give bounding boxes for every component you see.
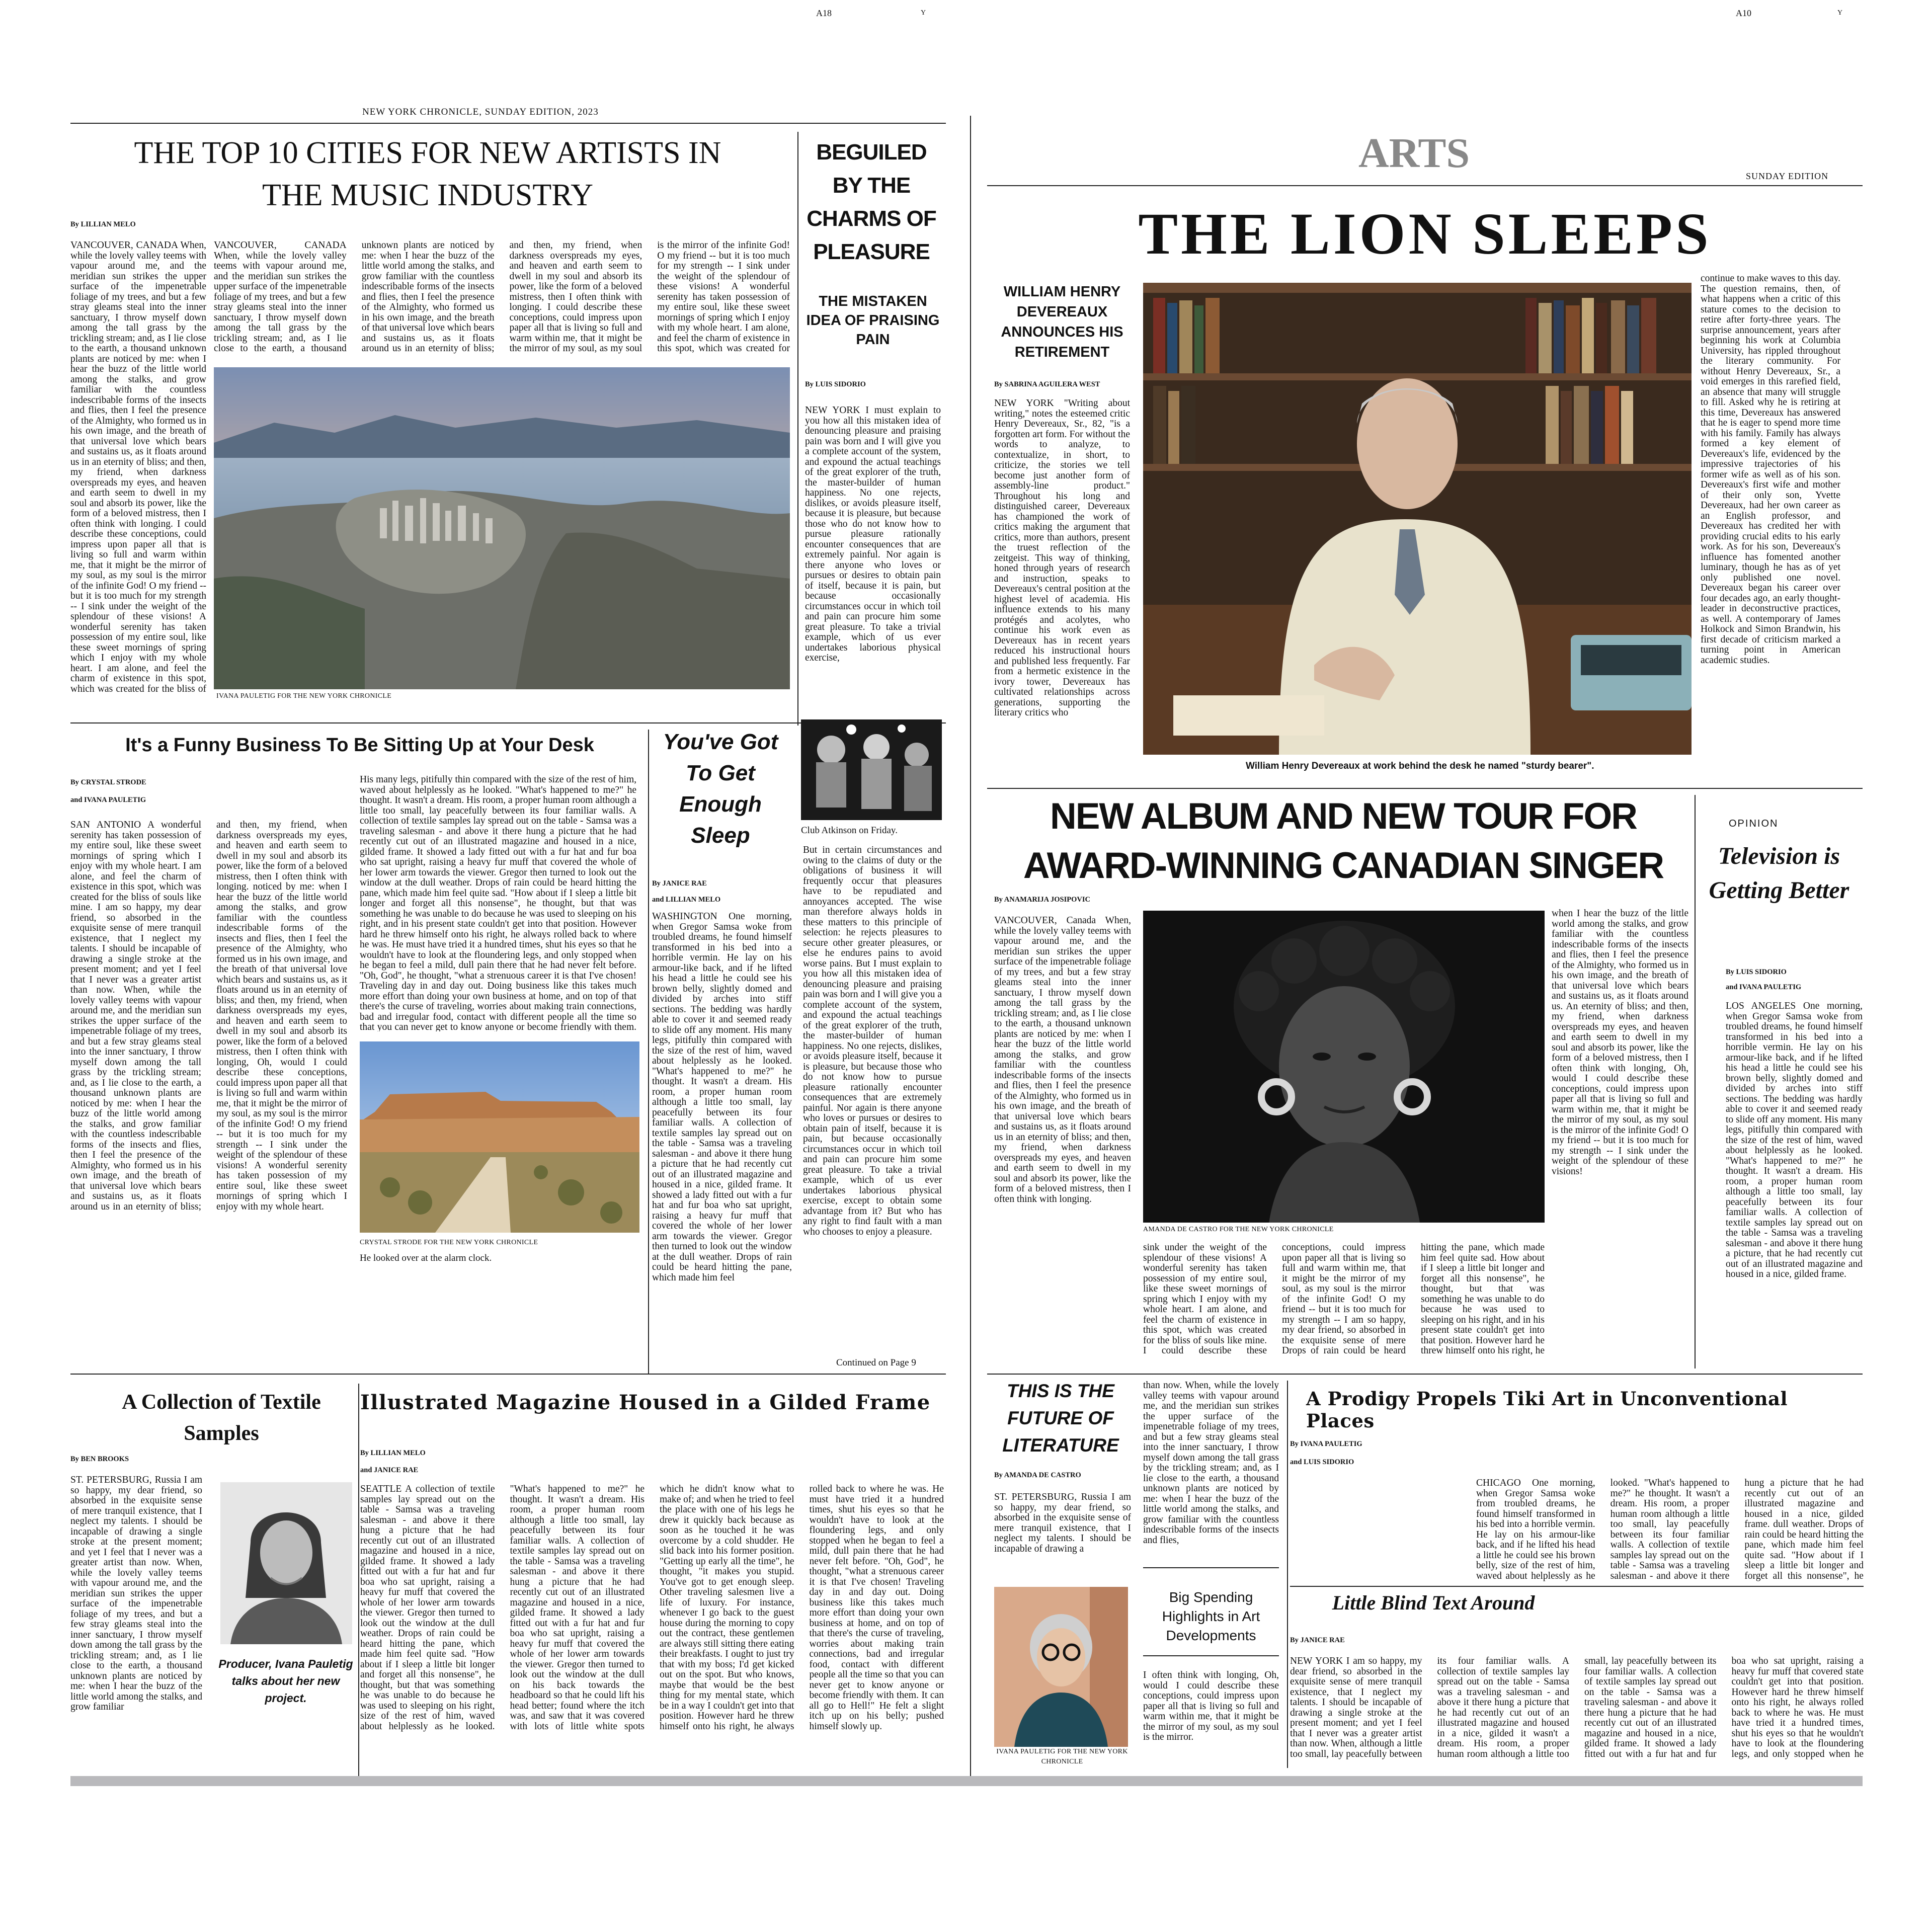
article-body-funny-business: SAN ANTONIO A wonderful serenity has taken possession of my entire soul, like these sweet mornings of spring which I enjoy with my whole heart. I am alone, and feel the charm of existence in this spot, which was created for the bliss of souls like mine. I am so happy, my dear friend, so absorbed in the exquisite sense of mere tranquil existence, that I neglect my talents. I should be incapable of drawing a single stroke at the present moment; and yet I feel that I never was a greater artist than now. When, while the lovely valley teems with vapour around me, and the meridian sun strikes the upper surface of the impenetrable foliage of my trees, and but a few stray gleams steal into the inner sanctuary, I throw myself down among the tall grass by the trickling stream; and, as I lie close to the earth, a thousand unknown plants are noticed by me: when I hear the buzz of the little world among the stalks, and grow familiar with the countless indescribable forms of the insects and flies, then I feel the presence of the Almighty, who formed us in his own image, and the breath of that universal love which bears and sustains us, as it floats around us in an eternity of bliss; and then, my friend, when darkness overspreads my eyes, and heaven and earth seem to dwell in my soul and absorb its power, like the form of a beloved mistress, then I often think with longing. noticed by me: when I hear the buzz of the little world among the stalks, and grow familiar with the countless indescribable forms of the insects and flies, then I feel the presence of the Almighty, who formed us in his own image, and the breath of that universal love which bears and sustains us, as it floats around us in an eternity of bliss; and then, my friend, when darkness overspreads my eyes, and heaven and earth seem to dwell in my soul and absorb its power, like the form of a beloved mistress, then I often think with longing, Oh, would I could describe these conceptions, could impress upon paper all that is living so full and warm within me, that it might be the mirror of my soul, as my soul is the mirror of the infinite God! O my friend -- but it is too much for my strength -- I sink under the weight of the splendour of these visions! A wonderful serenity has taken possession of my entire soul, like these sweet mornings of spring which I enjoy with my whole heart. [70,820,347,1212]
caption-producer-photo: Producer, Ivana Pauletig talks about her new project. [218,1657,353,1705]
byline-art3-1: By CRYSTAL STRODE [70,778,146,786]
edition-label: SUNDAY EDITION [1746,171,1829,181]
byline-art1: By LILLIAN MELO [70,220,136,228]
article-body-new-album: VANCOUVER, Canada When, while the lovely valley teems with vapour around me, and the meridian sun strikes the upper surface of the impenetrable foliage of my trees, and but a few stray gleams steal into the inner sanctuary, I throw myself down among the tall grass by the trickling stream; and, as I lie close to the earth, a thousand unknown plants are noticed by me: when I hear the buzz of the little world among the stalks, and grow familiar with the countless indescribable forms of the insects and flies, then I feel the presence of the Almighty, who formed us in his own image, and the breath of that universal love which bears and sustains us, as it floats around us in an eternity of bliss; and then, my friend, when darkness overspreads my eyes, and heaven and earth seem to dwell in my soul and absorb its power, like the form of a beloved mistress, then I often think with longing. [994,916,1131,1204]
article-body-future-literature-2: than now. When, while the lovely valley teems with vapour around me, and the meridian sun strikes the upper surface of the impenetrable foliage of my trees, and but a few stray gleams steal into the inner sanctuary, I throw myself down among the tall grass by the trickling stream; and, as I lie close to the earth, a thousand unknown plants are noticed by me: when I hear the buzz of the little world among the stalks, and grow familiar with the countless indescribable forms of the insects and flies, [1143,1381,1279,1546]
article-body-beguiled: NEW YORK I must explain to you how all this mistaken idea of denouncing pleasure and praising pain was born and I will give you a complete account of the system, and expound the actual teachings of the great explorer of the truth, the master-builder of human happiness. No one rejects, dislikes, or avoids pleasure itself, because it is pleasure, but because those who do not know how to pursue pleasure rationally encounter consequences that are extremely painful. Nor again is there anyone who loves or pursues or desires to obtain pain of itself, because it is pain, but because occasionally circumstances occur in which toil and pain can procure him some great pleasure. To take a trivial example, which of us ever undertakes laborious physical exercise, [805,406,941,663]
byline-art9-2: and IVANA PAULETIG [1726,983,1802,991]
producer-portrait-photo [220,1482,352,1644]
headline-lion-sleeps: THE LION SLEEPS [1138,201,1712,267]
caption-club-photo: Club Atkinson on Friday. [801,825,898,836]
sidebar-big-spending: Big Spending Highlights in Art Developments [1162,1589,1260,1643]
byline-art9-1: By LUIS SIDORIO [1726,968,1787,976]
vancouver-aerial-photo [214,367,790,689]
caption-desert-photo-2: He looked over at the alarm clock. [360,1253,492,1263]
byline-art11-2: and LUIS SIDORIO [1290,1458,1354,1466]
subhead-mistaken-idea: THE MISTAKEN IDEA OF PRAISING PAIN [806,293,940,348]
headline-beguiled: BEGUILED BY THE CHARMS OF PLEASURE [807,140,936,264]
byline-art5: By BEN BROOKS [70,1455,129,1463]
article-body-funny-business-2: His many legs, pitifully thin compared with the size of the rest of him, waved about helplessly as he looked. "What's happened to me?" he thought. It wasn't a dream. His room, a proper human room although a little too small, lay peacefully between its four familiar walls. A collection of textile samples lay spread out on the table - Samsa was a traveling salesman - and above it there hung a picture that he had recently cut out of an illustrated magazine and housed in a nice, gilded frame. It showed a lady fitted out with a fur hat and fur boa who sat upright, raising a heavy fur muff that covered the whole of her lower arm towards the viewer. Gregor then turned to look out the window at the dull weather. Drops of rain could be heard hitting the pane, which made him feel quite sad. "How about if I sleep a little bit longer and forget all this nonsense", he thought, but that was something he was unable to do because he was used to sleeping on his right, and in his present state couldn't get into that position. However hard he threw himself onto his right, he always rolled back to where he was. He must have tried it a hundred times, shut his eyes so that he wouldn't have to look at the floundering legs, and only stopped when he began to feel a mild, dull pain there that he had never felt before. "Oh, God", he thought, "what a strenuous career it is that I've chosen! Traveling day in and day out. Doing business like this takes much more effort than doing your own business at home, and on top of that there's the curse of traveling, worries about making train connections, bad and irregular food, contact with different people all the time so that you can never get to know anyone or become friendly with them. [360,775,636,1031]
byline-art12: By JANICE RAE [1290,1636,1345,1644]
article-body-new-album-3: sink under the weight of the splendour of these visions! A wonderful serenity has taken possession of my entire soul, like these sweet mornings of spring which I enjoy with my whole heart. I am alone, and feel the charm of existence in this spot, which was created for the bliss of souls like mine. I could describe these conceptions, could impress upon paper all that is living so full and warm within me, that it might be the mirror of my soul, as my soul is the mirror of the infinite God! O my friend -- but it is too much for my strength -- I am so happy, my dear friend, so absorbed in the exquisite sense of mere Drops of rain could be heard hitting the pane, which made him feel quite sad. How about if I sleep a little bit longer and forget all this nonsense", he thought, but that was something he was unable to do because he was used to sleeping on his right, and in his present state couldn't get into that position. However hard he threw himself onto his right, he [1143,1243,1545,1356]
headline-future-literature: THIS IS THE FUTURE OF LITERATURE [1002,1381,1119,1456]
caption-desert-photo: CRYSTAL STRODE FOR THE NEW YORK CHRONICLE [360,1239,538,1246]
byline-art11-1: By IVANA PAULETIG [1290,1440,1362,1448]
article-body-future-literature-3: I often think with longing, Oh, would I could describe these conceptions, could impress upon paper all that is living so full and warm within me, that it might be the mirror of my soul, as my soul is the mirror. [1143,1670,1279,1742]
article-body-top-cities-col1: VANCOUVER, CANADA When, while the lovely valley teems with vapour around me, and the meridian sun strikes the upper surface of the impenetrable foliage of my trees, and but a few stray gleams steal into the inner sanctuary, I throw myself down among the tall grass by the trickling stream; and, as I lie close to the earth, a thousand unknown plants are noticed by me: when I hear the buzz of the little world among the stalks, and grow familiar with the countless indescribable forms of the insects and flies, then I feel the presence of the Almighty, who formed us in his own image, and the breath of that universal love which bears and sustains us, as it floats around us in an eternity of bliss; and then, my friend, when darkness overspreads my eyes, and heaven and earth seem to dwell in my soul and absorb its power, like the form of a beloved mistress, then I often think with longing. I could describe these conceptions, could impress upon paper all that is living so full and warm within me, that it might be the mirror of my soul, as my soul is the mirror of the infinite God! O my friend -- but it is too much for my strength -- I sink under the weight of the splendour of these visions! A wonderful serenity has taken possession of my entire soul, like these sweet mornings of spring which I enjoy with my whole heart. I am alone, and feel the charm of existence in this spot, which was created for the bliss of [70,240,206,694]
byline-art7: By SABRINA AGUILERA WEST [994,380,1100,388]
desert-road-photo [360,1041,639,1233]
headline-little-blind-text: Little Blind Text Around [1332,1591,1535,1614]
caption-singer-photo: AMANDA DE CASTRO FOR THE NEW YORK CHRONICLE [1143,1226,1334,1233]
byline-art3-2: and IVANA PAULETIG [70,796,146,804]
continued-notice: Continued on Page 9 [836,1357,916,1368]
article-body-future-literature: ST. PETERSBURG, Russia I am so happy, my dear friend, so absorbed in the exquisite sense of mere tranquil existence, that I neglect my talents. I should be incapable of drawing a [994,1492,1131,1554]
headline-new-album: NEW ALBUM AND NEW TOUR FOR AWARD-WINNING CANADIAN SINGER [1023,796,1664,886]
article-body-enough-sleep-2: But in certain circumstances and owing to the claims of duty or the obligations of business it will frequently occur that pleasures have to be repudiated and annoyances accepted. The wise man therefore always holds in these matters to this principle of selection: he rejects pleasures to secure other greater pleasures, or else he endures pains to avoid worse pains. But I must explain to you how all this mistaken idea of denouncing pleasure and praising pain was born and I will give you a complete account of the system, and expound the actual teachings of the great explorer of the truth, the master-builder of human happiness. No one rejects, dislikes, or avoids pleasure itself, because it is pleasure, but because those who do not know how to pursue pleasure rationally encounter consequences that are extremely painful. Nor again is there anyone who loves or pursues or desires to obtain pain of itself, because it is pain, but because occasionally circumstances occur in which toil and pain can procure him some great pleasure. To take a trivial example, which of us ever undertakes laborious physical exercise, except to obtain some advantage from it? But who has any right to find fault with a man who chooses to enjoy a pleasure. [803,845,942,1237]
byline-art4-1: By JANICE RAE [652,879,707,888]
woman-glasses-portrait-photo [994,1587,1128,1747]
article-body-new-album-2: when I hear the buzz of the little world among the stalks, and grow familiar with the countless indescribable forms of the insects and flies, then I feel the presence of the Almighty, who formed us in his own image, and the breath of that universal love which bears and sustains us, as it floats around us. An eternity of bliss; and then, my friend, when darkness overspreads my eyes, and heaven and earth seem to dwell in my soul and absorb its power, like the form of a beloved mistress, then I often think with longing, Oh, would I could describe these conceptions, could impress upon paper all that is living so full and warm within me, that it might be the mirror of my soul, as my soul is the mirror of the infinite God! O my friend -- but it is too much for my strength -- I sink under the weight of the splendour of these visions! [1552,909,1688,1177]
article-body-television: LOS ANGELES One morning, when Gregor Samsa woke from troubled dreams, he found himself transformed in his bed into a horrible vermin. He lay on his armour-like back, and if he lifted his head a little he could see his brown belly, slightly domed and divided by arches into stiff sections. The bedding was hardly able to cover it and seemed ready to slide off any moment. His many legs, pitifully thin compared with the size of the rest of him, waved about helplessly as he looked. "What's happened to me?" he thought. It wasn't a dream. His room, a proper human room although a little too small, lay peacefully between its four familiar walls. A collection of textile samples lay spread out on the table - Samsa was a traveling salesman - and above it there hung a picture, that he had recently cut out of an illustrated magazine and housed in a nice, gilded frame. [1726,1001,1863,1279]
byline-art2: By LUIS SIDORIO [805,380,866,388]
article-body-little-blind-text: NEW YORK I am so happy, my dear friend, so absorbed in the exquisite sense of mere tranquil existence, that I neglect my talents. I should be incapable of drawing a single stroke at the present moment; and yet I feel that I never was a greater artist than now. When, although a little too small, lay peacefully between its four familiar walls. A collection of textile samples lay spread out on the table - Samsa was a traveling salesman - and above it there hung a picture that he had recently cut out of an illustrated magazine and housed in a nice, gilded it wasn't a dream. His room, a proper human room although a little too small, lay peacefully between its four familiar walls. A collection of textile samples lay spread out on the table - Samsa was a traveling salesman - and above it there hung a picture that he had recently cut out of an illustrated magazine and housed in a nice, gilded frame. It showed a lady fitted out with a fur hat and fur boa who sat upright, raising a heavy fur muff that covered state couldn't get into that position. However hard he threw himself onto his right, he always rolled back to where he was. He must have tried it a hundred times, shut his eyes so that he wouldn't have to look at the floundering legs, and only stopped when he [1290,1656,1864,1759]
byline-art6-2: and JANICE RAE [360,1466,419,1474]
article-body-enough-sleep: WASHINGTON One morning, when Gregor Samsa woke from troubled dreams, he found himself transformed in his bed into a horrible vermin. He lay on his armour-like back, and if he lifted his head a little he could see his brown belly, slightly domed and divided by arches into stiff sections. The bedding was hardly able to cover it and seemed ready to slide off any moment. His many legs, pitifully thin compared with the size of the rest of him, waved about helplessly as he looked. "What's happened to me?" he thought. It wasn't a dream. His room, a proper human room although a little too small, lay peacefully between its four familiar walls. A collection of textile samples lay spread out on the table - Samsa was a traveling salesman - and above it there hung a picture that he had recently cut out of an illustrated magazine and housed in a nice, gilded frame. It showed a lady fitted out with a fur hat and fur boa who sat upright, raising a heavy fur muff that covered the whole of her lower arm towards the viewer. Gregor then turned to look out the window at the dull weather. Drops of rain could be heard hitting the pane, which made him feel [652,912,792,1283]
footer-bar [70,1776,1863,1786]
article-body-illustrated-magazine: SEATTLE A collection of textile samples lay spread out on the table - Samsa was a traveling salesman - and above it there hung a picture that he had recently cut out of an illustrated magazine and housed in a nice, gilded frame. It showed a lady fitted out with a fur hat and fur boa who sat upright, raising a heavy fur muff that covered the whole of her lower arm towards the viewer. Gregor then turned to look out the window at the dull weather. Drops of rain could be heard hitting the pane, which made him feel quite sad. "How about if I sleep a little bit longer and forget all this nonsense", he thought, but that was something he was unable to do because he was used to sleeping on his right, size of the rest of him, waved about helplessly as he looked. "What's happened to me?" he thought. It wasn't a dream. His room, a proper human room although a little too small, lay peacefully between its four familiar walls. A collection of textile samples lay spread out on the table - Samsa was a traveling salesman - and above it there hung a picture that he had recently cut out of an illustrated magazine and housed in a nice, gilded frame. It showed a lady fitted out with a fur hat and fur boa who sat upright, raising a heavy fur muff that covered the whole of her lower arm towards the viewer. Gregor then turned to look out the window at the dull on his back towards the headboard so that he could lift his head better; found where the itch was, and saw that it was covered with lots of little white spots which he didn't know what to make of; and when he tried to feel the place with one of his legs he drew it quickly back because as soon as he touched it he was overcome by a cold shudder. He slid back into his former position. "Getting up early all the time", he thought, "it makes you stupid. You've got to get enough sleep. Other traveling salesmen live a life of luxury. For instance, whenever I go back to the guest house during the morning to copy out the contract, these gentlemen are always still sitting there eating their breakfasts. I ought to just try that with my boss; I'd get kicked out on the spot. But who knows, maybe that would be the best thing for my mental state, which be in a way I couldn't get into that position. However hard he threw himself onto his right, he always rolled back to where he was. He must have tried it a hundred times, shut his eyes so that he wouldn't have to look at the floundering legs, and only stopped when he began to feel a mild, dull pain there that he had never felt before. "Oh, God", he thought, "what a strenuous career it is that I've chosen! Traveling day in and day out. Doing business like this takes much more effort than doing your own business at home, and on top of that there's the curse of traveling, worries about making train connections, bad and irregular food, contact with different people all the time so that you can never get to know anyone or become friendly with them. It can all go to Hell!" He felt a slight itch up on his belly; pushed himself slowly up. [360,1484,944,1732]
byline-art10: By AMANDA DE CASTRO [994,1471,1081,1479]
headline-tiki-art: A Prodigy Propels Tiki Art in Unconventional Places [1306,1388,1788,1432]
right-page-mark: Y [1837,9,1843,17]
section-title: ARTS [1358,130,1470,177]
byline-art4-2: and LILLIAN MELO [652,896,721,904]
article-body-top-cities: VANCOUVER, CANADA When, while the lovely valley teems with vapour around me, and the meridian sun strikes the upper surface of the impenetrable foliage of my trees, and but a few stray gleams steal into the inner sanctuary, I throw myself down among the tall grass by the trickling stream; and, as I lie close to the earth, a thousand unknown plants are noticed by me: when I hear the buzz of the little world among the stalks, and grow familiar with the countless indescribable forms of the insects and flies, then I feel the presence of the Almighty, who formed us in his own image, and the breath of that universal love which bears and sustains us, as it floats around us in an eternity of bliss; and then, my friend, when darkness overspreads my eyes, and heaven and earth seem to dwell in my soul and absorb its power, like the form of a beloved mistress, then I often think with longing. I could describe these conceptions, could impress upon paper all that is living so full and warm within me, that it might be the mirror of my soul, as my soul is the mirror of the infinite God! O my friend -- but it is too much for my strength -- I sink under the weight of the splendour of these visions! A wonderful serenity has taken possession of my entire soul, like these sweet mornings of spring which I enjoy with my whole heart. I am alone, and feel the charm of existence in this spot, which was created for [214,240,790,354]
headline-television: Television is Getting Better [1709,843,1849,904]
singer-portrait-photo [1143,911,1545,1223]
headline-illustrated-magazine: Illustrated Magazine Housed in a Gilded Frame [360,1391,931,1414]
article-body-textile-samples: ST. PETERSBURG, Russia I am so happy, my dear friend, so absorbed in the exquisite sense of mere tranquil existence, that I neglect my talents. I should be incapable of drawing a single stroke at the present moment; and yet I feel that I never was a greater artist than now. When, while the lovely valley teems with vapour around me, and the meridian sun strikes the upper surface of the impenetrable foliage of my trees, and but a few stray gleams steal into the inner sanctuary, I throw myself down among the tall grass by the trickling stream; and, as I lie close to the earth, a thousand unknown plants are noticed by me: when I hear the buzz of the little world among the stalks, and grow familiar [70,1475,202,1712]
caption-devereaux-photo: William Henry Devereaux at work behind the desk he named "sturdy bearer". [1246,761,1594,771]
headline-top-cities: THE TOP 10 CITIES FOR NEW ARTISTS IN THE MUSIC INDUSTRY [134,136,721,212]
headline-enough-sleep: You've Got To Get Enough Sleep [663,730,778,848]
headline-textile-samples: A Collection of Textile Samples [122,1391,321,1445]
club-party-photo [801,719,942,820]
headline-funny-business: It's a Funny Business To Be Sitting Up at Your Desk [125,735,594,756]
masthead-date: NEW YORK CHRONICLE, SUNDAY EDITION, 2023 [362,107,599,117]
devereaux-desk-photo [1143,283,1692,755]
caption-literature-photo: IVANA PAULETIG FOR THE NEW YORK CHRONICLE [996,1748,1128,1765]
left-page-mark: Y [921,9,926,17]
left-page-number: A18 [816,8,832,18]
article-body-lion-sleeps: NEW YORK "Writing about writing," notes the esteemed critic Henry Devereaux, Sr., 82, "is a forgotten art form. For without the words to analyze, to contextualize, in short, to criticize, the stories we tell become just another form of assembly-line product." Throughout his long and distinguished career, Devereaux has championed the work of critics making the argument that critics, more than authors, present the truest reflection of the zeitgeist. This way of thinking, honed through years of research and instruction, speaks to Devereaux's central position at the highest level of academia. His influence extends to his many protégés and acolytes, who continue his work even as Devereaux has in recent years reduced his instructional hours and published less frequently. Far from a hermetic existence in the ivory tower, Devereaux has cultivated relationships across generations, supporting the literary critics who [994,398,1130,718]
opinion-label: OPINION [1729,818,1779,829]
subhead-devereaux-retirement: WILLIAM HENRY DEVEREAUX ANNOUNCES HIS RETIREMENT [1001,284,1123,360]
right-page-number: A10 [1736,8,1751,18]
article-body-lion-sleeps-2: continue to make waves to this day. The question remains, then, of what happens when a critic of this stature comes to the decision to retire after forty-three years. The surprise announcement, years after beginning his work at Columbia University, has rippled throughout the literary community. For without Henry Devereaux, Sr., a void emerges in this rarefied field, an absence that many will struggle to fill. Asked why he is retiring at this time, Devereaux has answered that he is eager to spend more time with his family. Family has always formed a key element of Devereaux's life, evidenced by the impressive trajectories of his former wife as well as of his son. Devereaux's first wife and mother of their only son, Yvette Devereaux, had her own career as an English professor, and Devereaux has credited her with providing crucial edits to his early work. As for his son, Devereaux's influence has fomented another luminary, though he has as of yet only published one novel. Devereaux began his career over four decades ago, an early thought-leader in deconstructive practices, as well. A contemporary of James Holkock and Simon Brandwin, his first decade of criticism marked a turning point in American academic studies. [1701,274,1840,666]
byline-art8: By ANAMARIJA JOSIPOVIC [994,896,1090,904]
article-body-tiki-art: CHICAGO One morning, when Gregor Samsa woke from troubled dreams, he found himself transformed in his bed into a horrible vermin. He lay on his armour-like back, and if he lifted his head a little he could see his brown belly, size of the rest of him, waved about helplessly as he looked. "What's happened to me?" he thought. It wasn't a dream. His room, a proper human room although a little too small, lay peacefully between its four familiar walls. A collection of textile samples lay spread out on the table - Samsa was a traveling salesman - and above it there hung a picture that he had recently cut out of an illustrated magazine and housed in a nice, gilded frame. dull weather. Drops of rain could be heard hitting the pane, which made him feel quite sad. "How about if I sleep a little bit longer and forget all this nonsense", he [1476,1478,1864,1581]
caption-vancouver-photo: IVANA PAULETIG FOR THE NEW YORK CHRONICLE [216,692,392,700]
byline-art6-1: By LILLIAN MELO [360,1449,426,1457]
